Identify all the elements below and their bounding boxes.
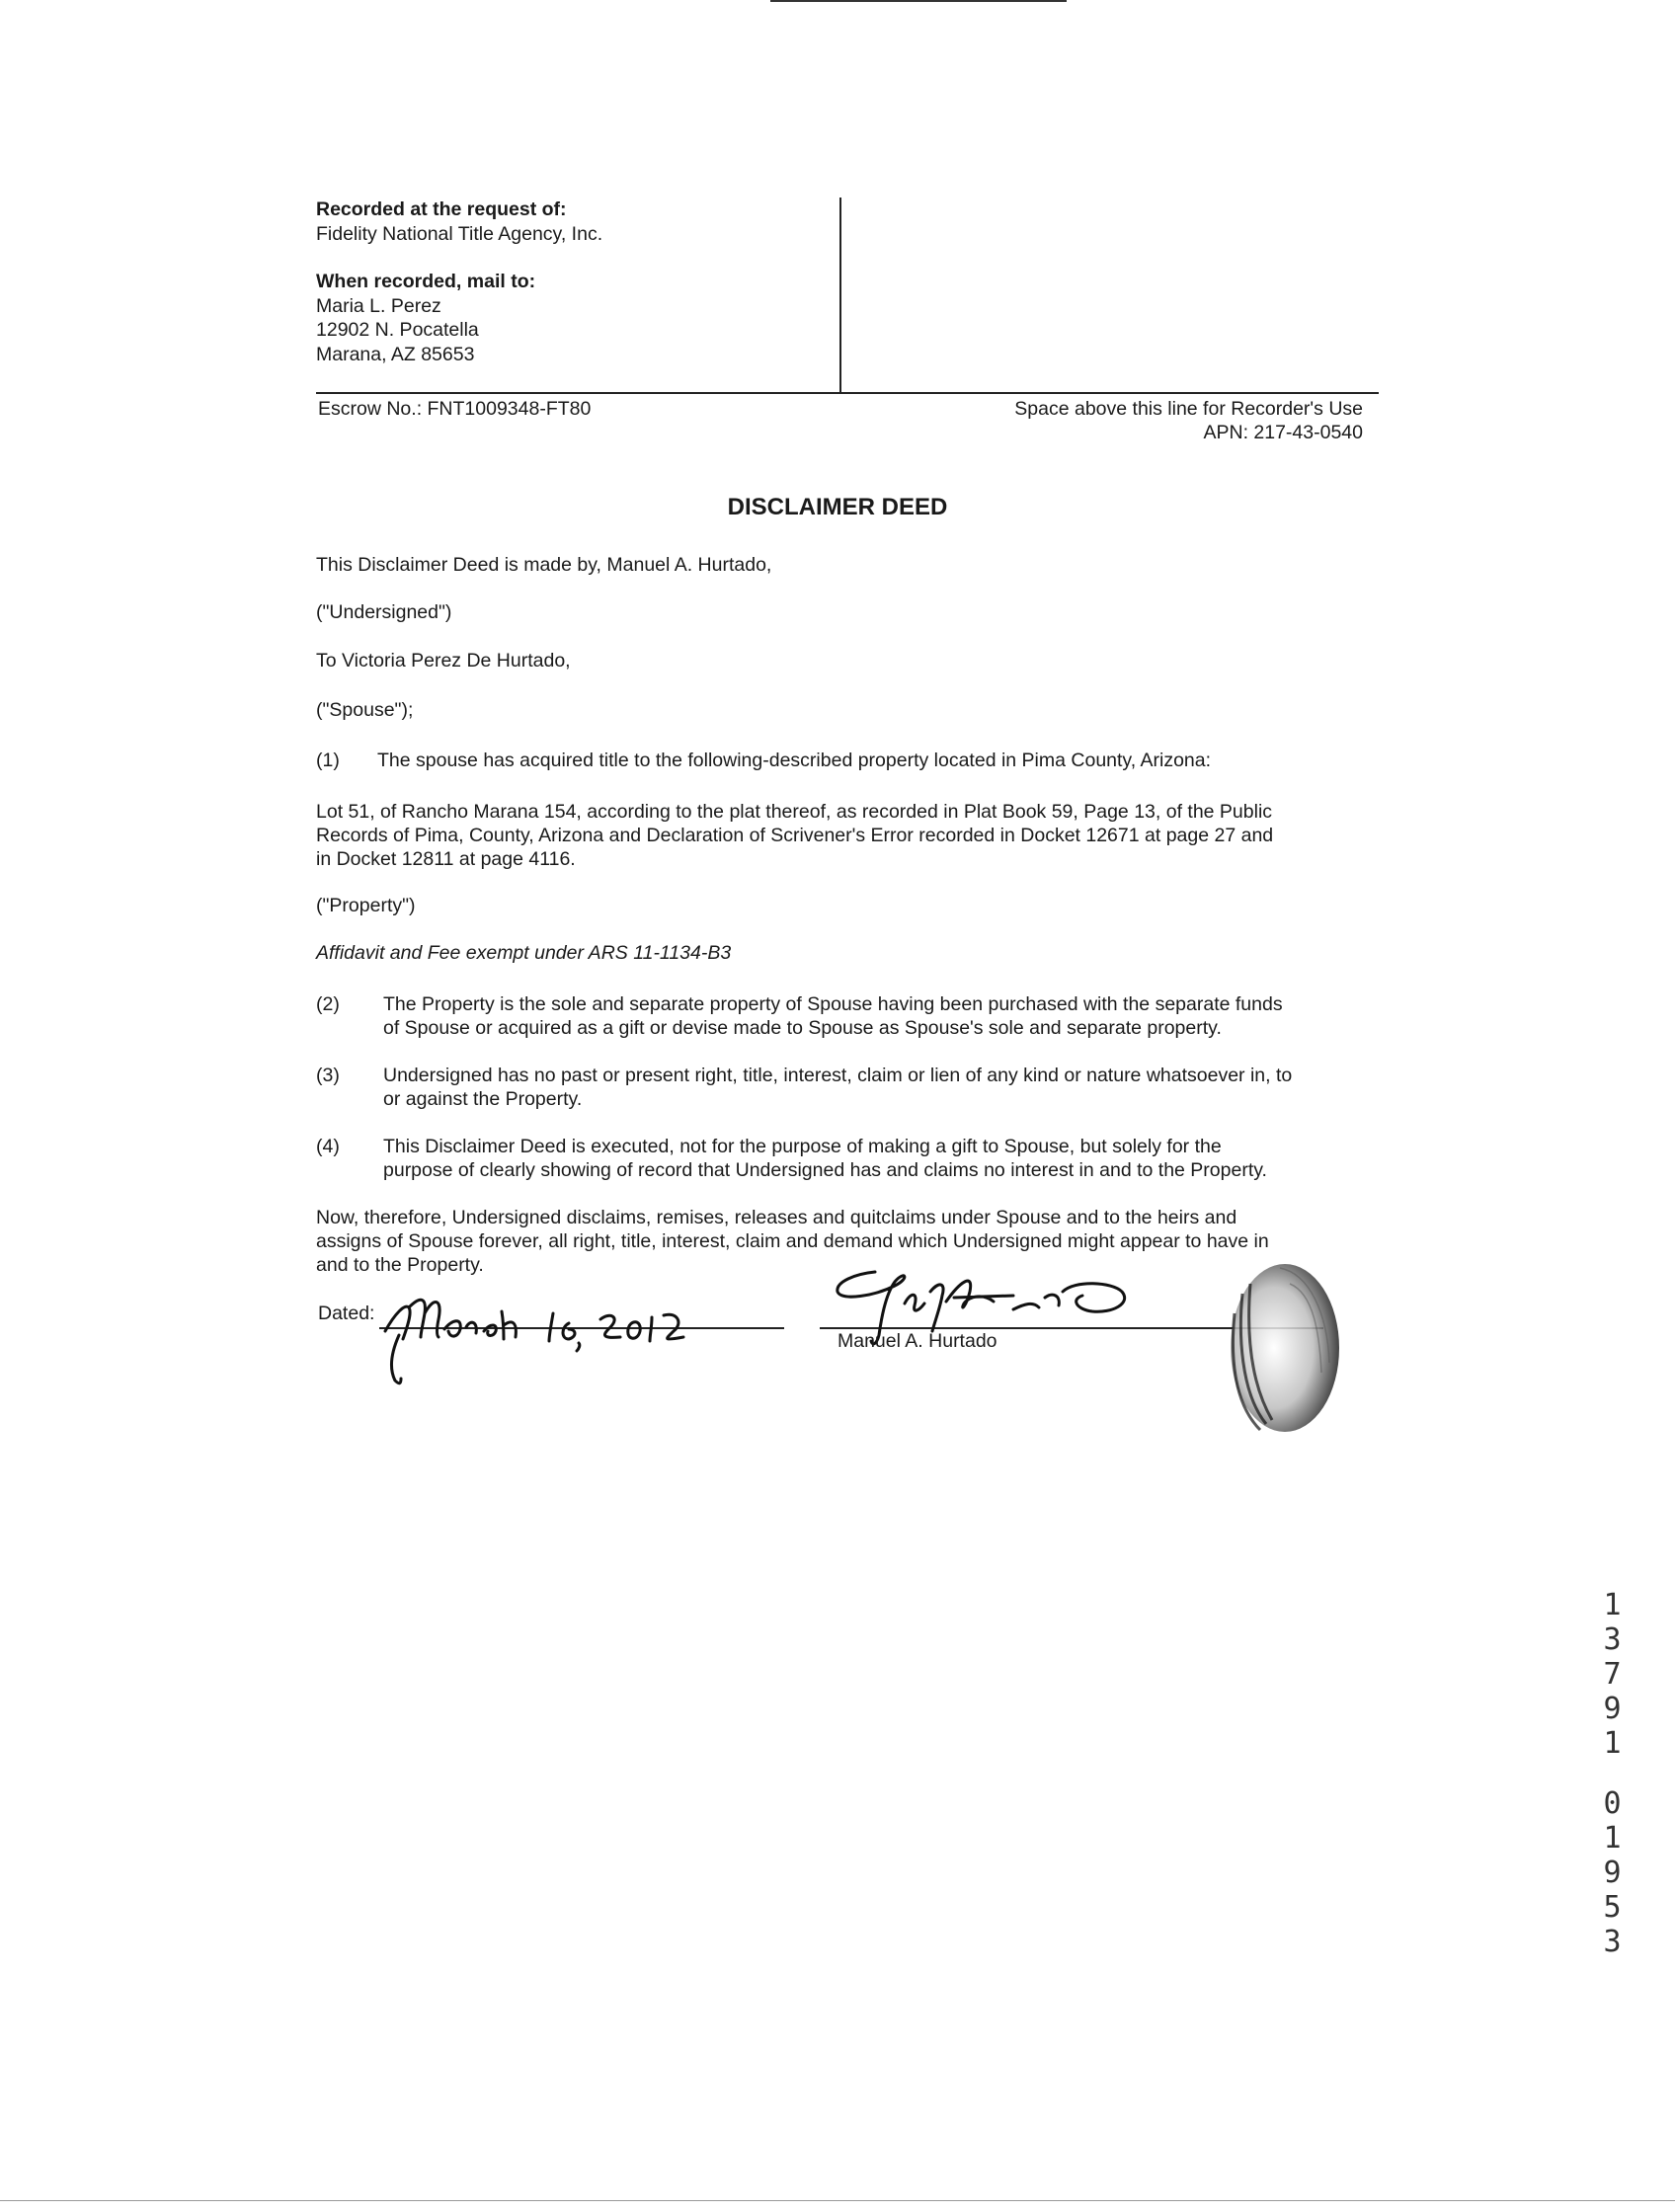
conveyance-line-1: Now, therefore, Undersigned disclaims, remises, releases and quitclaims under Spouse and to the heirs and — [316, 1207, 1237, 1228]
recorder-box-divider — [839, 198, 841, 393]
item-1-number: (1) — [316, 750, 340, 771]
item-3-line-1: Undersigned has no past or present right, title, interest, claim or lien of any kind or nature whatsoever in, to — [383, 1065, 1293, 1086]
item-4-number: (4) — [316, 1136, 340, 1157]
mail-to-name: Maria L. Perez — [316, 294, 441, 317]
conveyance-line-3: and to the Property. — [316, 1254, 484, 1276]
mail-to-label: When recorded, mail to: — [316, 271, 536, 292]
conveyance-line-2: assigns of Spouse forever, all right, title, interest, claim and demand which Undersigned might appear to have in — [316, 1230, 1269, 1252]
item-3-line-2: or against the Property. — [383, 1088, 583, 1110]
item-2-line-1: The Property is the sole and separate property of Spouse having been purchased with the separate funds — [383, 993, 1283, 1015]
exempt-line: Affidavit and Fee exempt under ARS 11-1134-B3 — [316, 942, 732, 964]
item-1-text: The spouse has acquired title to the following-described property located in Pima County, Arizona: — [377, 750, 1212, 771]
legal-description-line-1: Lot 51, of Rancho Marana 154, according to the plat thereof, as recorded in Plat Book 59, Page 13, of the Public — [316, 801, 1273, 823]
stamp-book-number: 13791 — [1595, 1588, 1630, 1761]
recorded-at-request-value: Fidelity National Title Agency, Inc. — [316, 222, 603, 245]
item-2-line-2: of Spouse or acquired as a gift or devise made to Spouse as Spouse's sole and separate property. — [383, 1017, 1222, 1039]
mail-to-street: 12902 N. Pocatella — [316, 319, 479, 341]
recording-header — [316, 198, 602, 366]
recorded-at-request-label: Recorded at the request of: — [316, 198, 567, 220]
document-title: DISCLAIMER DEED — [727, 494, 948, 520]
to-line: To Victoria Perez De Hurtado, — [316, 650, 571, 672]
thumbprint-image — [1221, 1254, 1349, 1442]
stamp-page-number: 01953 — [1595, 1786, 1630, 1959]
item-3-number: (3) — [316, 1065, 340, 1086]
signer-name: Manuel A. Hurtado — [838, 1330, 997, 1352]
item-4-line-2: purpose of clearly showing of record that Undersigned has and claims no interest in and to the Property. — [383, 1159, 1267, 1181]
undersigned-line: ("Undersigned") — [316, 601, 452, 623]
item-4-line-1: This Disclaimer Deed is executed, not for the purpose of making a gift to Spouse, but solely for the — [383, 1136, 1222, 1157]
escrow-number: Escrow No.: FNT1009348-FT80 — [318, 398, 592, 420]
recorder-space-line — [316, 392, 1379, 394]
apn-number: APN: 217-43-0540 — [1203, 422, 1363, 443]
top-edge-line — [770, 0, 1067, 2]
spouse-line: ("Spouse"); — [316, 699, 414, 721]
property-line: ("Property") — [316, 895, 416, 916]
dated-label: Dated: — [318, 1303, 375, 1324]
legal-description-line-3: in Docket 12811 at page 4116. — [316, 848, 576, 870]
mail-to-city: Marana, AZ 85653 — [316, 343, 475, 365]
legal-description-line-2: Records of Pima, County, Arizona and Declaration of Scrivener's Error recorded in Docket 12671 at page 27 and — [316, 825, 1274, 846]
made-by-line: This Disclaimer Deed is made by, Manuel A. Hurtado, — [316, 554, 772, 576]
item-2-number: (2) — [316, 993, 340, 1015]
handwritten-date — [375, 1274, 790, 1412]
bottom-edge-line — [0, 2200, 1675, 2201]
recorder-use-note: Space above this line for Recorder's Use — [1014, 398, 1363, 420]
book-page-stamp — [1595, 1588, 1639, 1959]
